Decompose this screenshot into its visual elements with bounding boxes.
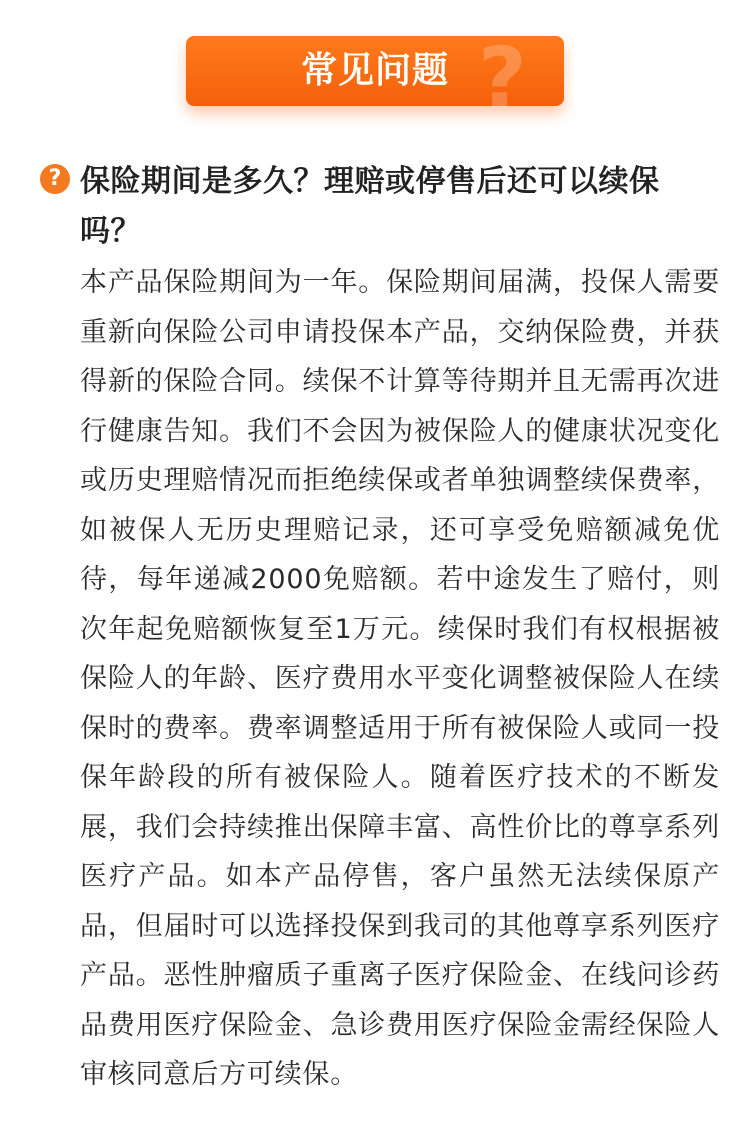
- faq-question: 保险期间是多久？理赔或停售后还可以续保吗？: [80, 164, 660, 249]
- question-mark-decoration-icon: ?: [478, 29, 527, 127]
- faq-answer: 本产品保险期间为一年。保险期间届满，投保人需要重新向保险公司申请投保本产品，交纳保险费，并获得新的保险合同。续保不计算等待期并且无需再次进行健康告知。我们不会因为被保险人的健康状况变化或历史理赔情况而拒绝续保或者单独调整续保费率，如被保人无历史理赔记录，还可享受免赔额减免优待，每年递减2000免赔额。若中途发生了赔付，则次年起免赔额恢复至1万元。续保时我们有权根据被保险人的年龄、医疗费用水平变化调整被保险人在续保时的费率。费率调整适用于所有被保险人或同一投保年龄段的所有被保险人。随着医疗技术的不断发展，我们会持续推出保障丰富、高性价比的尊享系列医疗产品。如本产品停售，客户虽然无法续保原产品，但届时可以选择投保到我司的其他尊享系列医疗产品。恶性肿瘤质子重离子医疗保险金、在线问诊药品费用医疗保险金、急诊费用医疗保险金需经保险人审核同意后方可续保。: [80, 267, 720, 1090]
- page-title: 常见问题: [300, 50, 449, 91]
- question-circle-icon: ?: [40, 164, 70, 194]
